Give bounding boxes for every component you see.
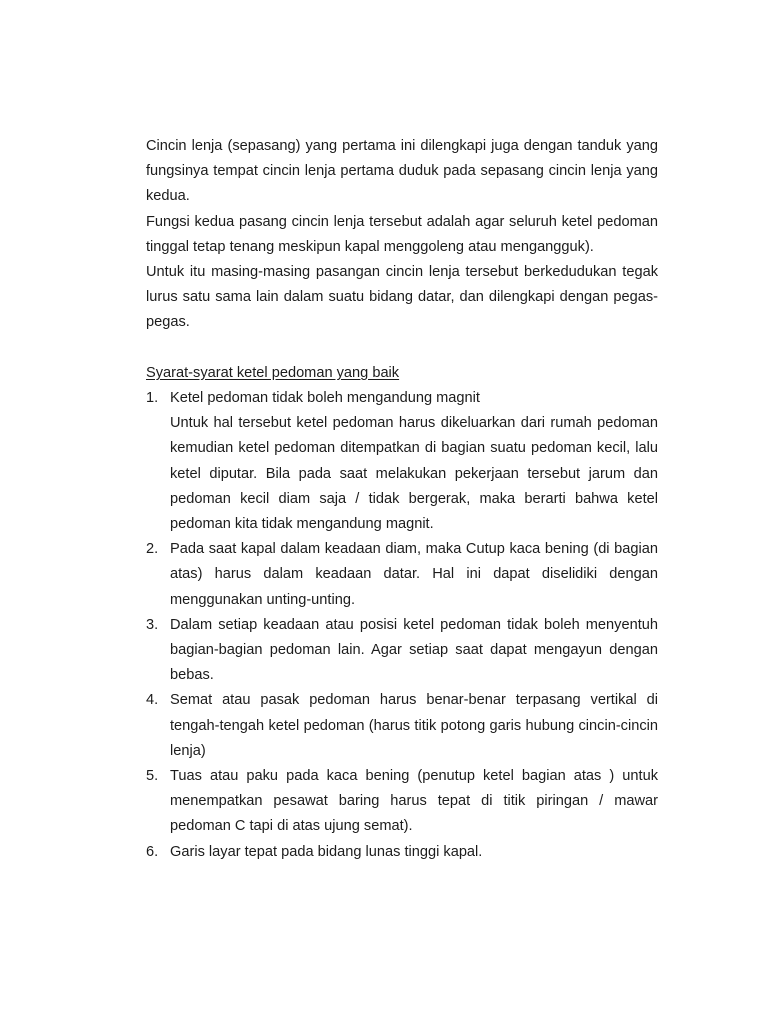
list-item-number: 6.: [146, 843, 159, 860]
list-item: [146, 840, 658, 865]
list-item-body: [170, 386, 658, 537]
list-item-body: [170, 613, 658, 689]
list-item-title: Tuas atau paku pada kaca bening (penutup ketel bagian atas ) untuk menempatkan pesawat baring harus tepat di titik piringan / mawar pedoman C tapi di atas ujung semat).: [170, 768, 658, 835]
document-page: [146, 134, 658, 865]
list-item-title: Semat atau pasak pedoman harus benar-benar terpasang vertikal di tengah-tengah ketel pedoman (harus titik potong garis hubung cincin-cincin lenja): [170, 692, 658, 759]
list-item-number: 3.: [146, 616, 159, 633]
list-item-number: 1.: [146, 390, 159, 407]
list-item: [146, 688, 658, 764]
list-item-body: [170, 840, 658, 865]
section-heading: Syarat-syarat ketel pedoman yang baik: [146, 364, 400, 381]
list-item: [146, 764, 658, 840]
list-item: [146, 386, 658, 537]
list-item-title: Pada saat kapal dalam keadaan diam, maka Cutup kaca bening (di bagian atas) harus dalam keadaan datar. Hal ini dapat diselidiki dengan menggunakan unting-unting.: [170, 541, 658, 608]
list-item-title: Ketel pedoman tidak boleh mengandung magnit: [170, 390, 480, 407]
list-item: [146, 537, 658, 613]
list-item-body: [170, 688, 658, 764]
list-item-body: [170, 537, 658, 613]
list-item-title: Dalam setiap keadaan atau posisi ketel pedoman tidak boleh menyentuh bagian-bagian pedoman lain. Agar setiap saat dapat mengayun dengan bebas.: [170, 616, 658, 684]
list-item-body: [170, 764, 658, 840]
intro-paragraph-2: Fungsi kedua pasang cincin lenja tersebut adalah agar seluruh ketel pedoman tinggal tetap tenang meskipun kapal menggoleng atau mengangguk).: [146, 213, 658, 255]
requirements-list: [146, 386, 658, 865]
intro-paragraph-1: Cincin lenja (sepasang) yang pertama ini dilengkapi juga dengan tanduk yang fungsinya tempat cincin lenja pertama duduk pada sepasang cincin lenja yang kedua.: [146, 138, 658, 205]
list-item: [146, 613, 658, 689]
paragraph-spacer: [146, 336, 658, 361]
list-item-detail: Untuk hal tersebut ketel pedoman harus dikeluarkan dari rumah pedoman kemudian ketel pedoman ditempatkan di bagian suatu pedoman kecil, lalu ketel diputar. Bila pada saat melakukan pekerjaan tersebut jarum dan pedoman kecil diam saja / tidak bergerak, maka berarti bahwa ketel pedoman kita tidak mengandung magnit.: [170, 415, 658, 533]
intro-paragraph-3: Untuk itu masing-masing pasangan cincin lenja tersebut berkedudukan tegak lurus satu sama lain dalam suatu bidang datar, dan dilengkapi dengan pegas-pegas.: [146, 264, 658, 331]
list-item-title: Garis layar tepat pada bidang lunas tinggi kapal.: [170, 843, 483, 860]
list-item-number: 4.: [146, 692, 159, 709]
list-item-number: 2.: [146, 541, 159, 558]
list-item-number: 5.: [146, 768, 159, 785]
